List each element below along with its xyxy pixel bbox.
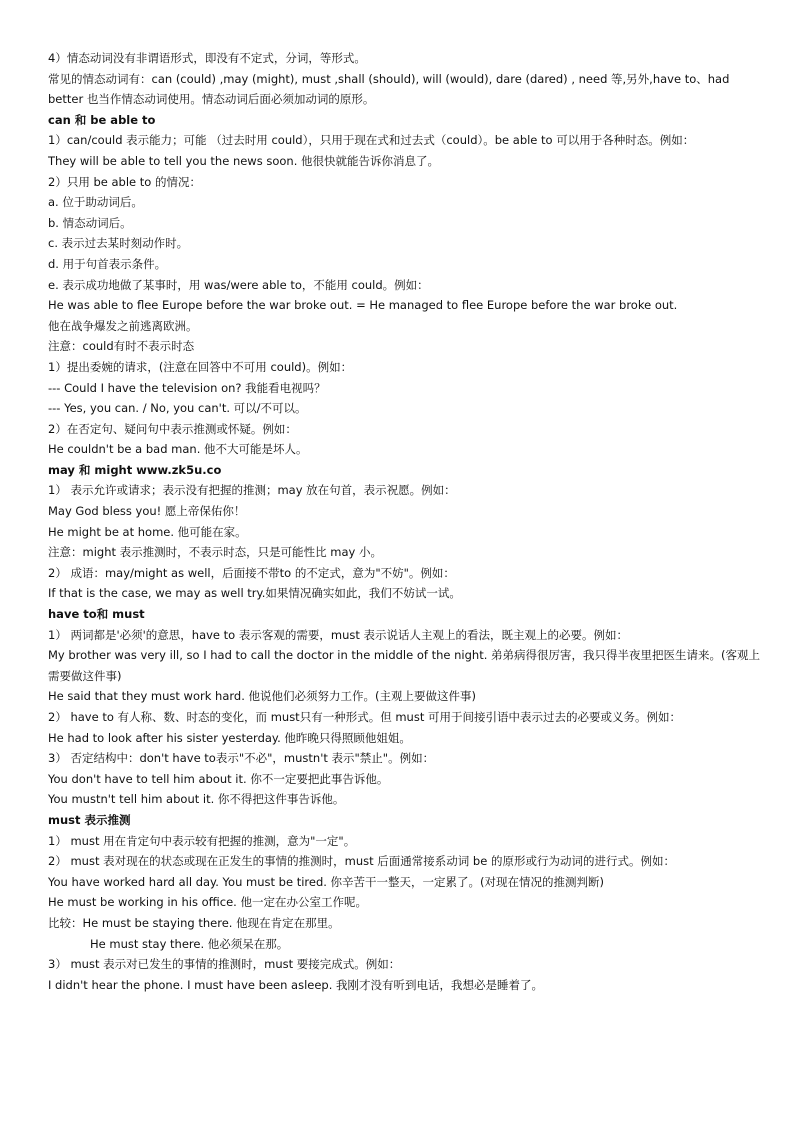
list-item: b. 情态动词后。 [48, 215, 132, 230]
example-line: May God bless you! 愿上帝保佑你！ [48, 504, 246, 519]
text-line: 3） 否定结构中：don't have to表示"不必"，mustn't 表示"禁止"。例如： [48, 751, 435, 766]
example-line: --- Yes, you can. / No, you can't. 可以/不可以。 [48, 401, 307, 416]
text-line: 2） 成语：may/might as well，后面接不带to 的不定式，意为"不妨"。例如： [48, 565, 455, 580]
list-item: a. 位于助动词后。 [48, 195, 143, 210]
comparison-line: 比较：He must be staying there. 他现在肯定在那里。 [48, 915, 340, 930]
example-line: They will be able to tell you the news soon. 他很快就能告诉你消息了。 [48, 153, 440, 168]
text-line: 1） must 用在肯定句中表示较有把握的推测，意为"一定"。 [48, 833, 356, 848]
note-line: 注意：might 表示推测时，不表示时态，只是可能性比 may 小。 [48, 545, 383, 560]
example-line: My brother was very ill, so I had to call the doctor in the middle of the night. 弟弟病得很厉害，我只得半夜里把医生请来。(客观上需要做这件事) [48, 648, 760, 683]
text-line: 1）提出委婉的请求，(注意在回答中不可用 could)。例如： [48, 359, 353, 374]
example-line: If that is the case, we may as well try.如果情况确实如此，我们不妨试一试。 [48, 586, 461, 601]
example-line: You have worked hard all day. You must be tired. 你辛苦干一整天，一定累了。(对现在情况的推测判断) [48, 874, 605, 889]
section-heading: can 和 be able to [48, 112, 156, 127]
text-line: 1）can/could 表示能力；可能 （过去时用 could），只用于现在式和过去式（could）。be able to 可以用于各种时态。例如： [48, 133, 695, 148]
document-body [48, 48, 760, 995]
section-heading: have to和 must [48, 607, 145, 622]
list-item: c. 表示过去某时刻动作时。 [48, 236, 189, 251]
list-item: e. 表示成功地做了某事时，用 was/were able to，不能用 could。例如： [48, 277, 429, 292]
example-line: You mustn't tell him about it. 你不得把这件事告诉他。 [48, 792, 345, 807]
comparison-line: He must stay there. 他必须呆在那。 [90, 936, 289, 951]
text-line: 4）情态动词没有非谓语形式，即没有不定式，分词，等形式。 [48, 51, 366, 65]
text-line: 2）只用 be able to 的情况： [48, 174, 201, 189]
example-line: He said that they must work hard. 他说他们必须努力工作。(主观上要做这件事) [48, 689, 476, 704]
text-line: 3） must 表示对已发生的事情的推测时，must 要接完成式。例如： [48, 957, 401, 972]
text-line: 2） have to 有人称、数、时态的变化，而 must只有一种形式。但 must 可用于间接引语中表示过去的必要或义务。例如： [48, 710, 681, 724]
text-line: 2）在否定句、疑问句中表示推测或怀疑。例如： [48, 421, 297, 436]
text-line: 常见的情态动词有：can (could) ,may (might), must ,shall (should), will (would), dare (dared) , need 等,另外,have to、had better 也当作情态动词使用。情态动词后面必须加动词的原形。 [48, 71, 730, 107]
example-line: He had to look after his sister yesterday. 他昨晚只得照顾他姐姐。 [48, 730, 411, 745]
note-heading: 注意：could有时不表示时态 [48, 339, 195, 354]
example-translation: 他在战争爆发之前逃离欧洲。 [48, 318, 198, 333]
example-line: --- Could I have the television on? 我能看电视吗？ [48, 380, 326, 395]
section-heading: may 和 might www.zk5u.co [48, 462, 222, 477]
example-line: He couldn't be a bad man. 他不大可能是坏人。 [48, 442, 308, 457]
text-line: 1） 表示允许或请求；表示没有把握的推测；may 放在句首，表示祝愿。例如： [48, 483, 456, 498]
example-line: I didn't hear the phone. I must have been asleep. 我刚才没有听到电话，我想必是睡着了。 [48, 977, 544, 992]
example-line: You don't have to tell him about it. 你不一定要把此事告诉他。 [48, 771, 389, 786]
section-heading: must 表示推测 [48, 812, 131, 827]
text-line: 2） must 表对现在的状态或现在正发生的事情的推测时，must 后面通常接系动词 be 的原形或行为动词的进行式。例如： [48, 854, 675, 869]
example-line: He was able to flee Europe before the war broke out. = He managed to flee Europe before the war broke out. [48, 298, 678, 313]
list-item: d. 用于句首表示条件。 [48, 256, 167, 271]
example-line: He must be working in his office. 他一定在办公室工作呢。 [48, 895, 367, 910]
text-line: 1） 两词都是'必须'的意思，have to 表示客观的需要，must 表示说话人主观上的看法，既主观上的必要。例如： [48, 627, 629, 642]
example-line: He might be at home. 他可能在家。 [48, 524, 247, 539]
